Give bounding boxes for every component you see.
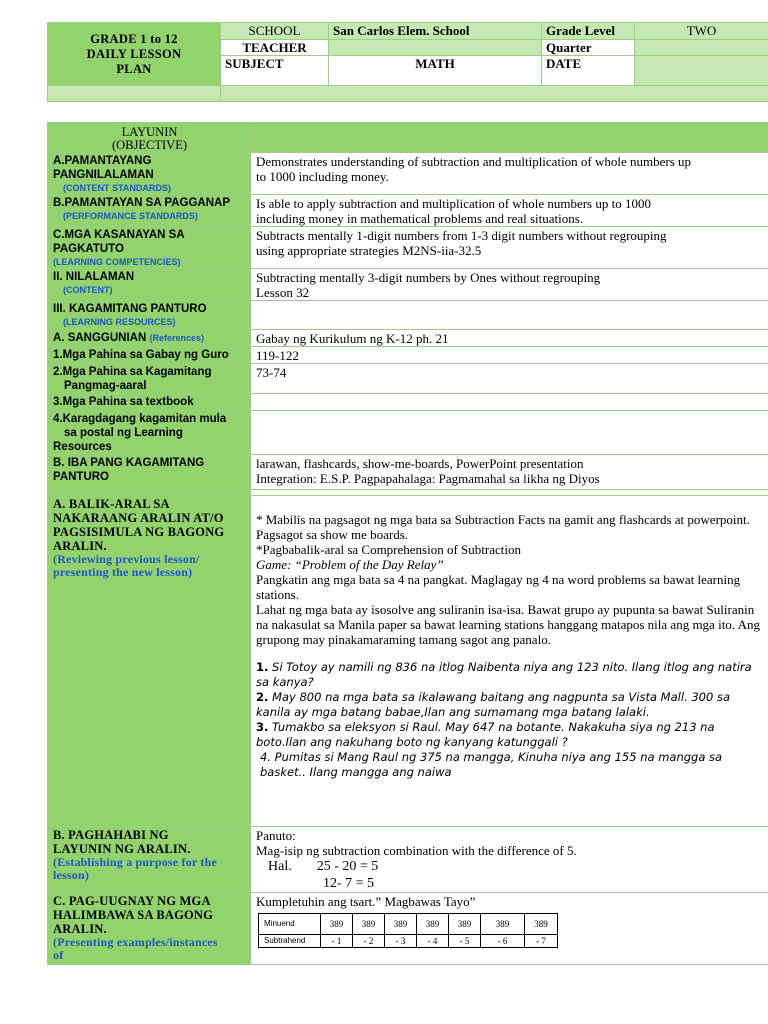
header-footer-cell: [221, 86, 768, 102]
chart-row-subtrahend: [259, 935, 558, 948]
additional-materials-value: [251, 411, 768, 455]
examples-value: Kumpletuhin ang tsart.” Magbawas Tayo” Minuend 389 389 389 389 389 389 389 Subtrahend - 1 - 2 - 3 - 4 - 5 - 6 - 7: [251, 893, 768, 965]
subtrahend-label: Subtrahend: [259, 935, 321, 948]
subject-value: MATH: [329, 56, 542, 86]
plan-title: GRADE 1 to 12 DAILY LESSON PLAN: [48, 23, 221, 86]
guide-pages-value: 119-122: [251, 347, 768, 364]
grade-level-label: Grade Level: [542, 23, 635, 40]
table-row: [48, 455, 768, 490]
objective-heading: LAYUNIN (OBJECTIVE): [48, 123, 251, 153]
references-label: A. SANGGUNIAN (References): [48, 330, 251, 347]
table-row: [48, 195, 768, 227]
performance-standards-value: Is able to apply subtraction and multiplication of whole numbers up to 1000 including money in mathematical problems and real situations.: [251, 195, 768, 227]
problem-item: 2. May 800 na mga bata sa ikalawang baitang ang nagpunta sa Vista Mall. 300 sa kanila ay mga batang babae,Ilan ang sumamang mga batang lalaki.: [256, 690, 730, 719]
problem-item: 4. Pumitas si Mang Raul ng 375 na mangga, Kinuha niya ang 155 na mangga sa basket.. Ilang mangga ang naiwa: [260, 750, 723, 779]
competencies-label: C.MGA KASANAYAN SA PAGKATUTO (LEARNING COMPETENCIES): [48, 227, 251, 269]
content-standards-value: Demonstrates understanding of subtraction and multiplication of whole numbers up to 1000 including money.: [251, 153, 768, 195]
problem-item: 1. Si Totoy ay namili ng 836 na itlog Naibenta niya ang 123 nito. Ilang itlog ang natira sa kanya?: [256, 660, 752, 689]
content-value: Subtracting mentally 3-digit numbers by Ones without regrouping Lesson 32: [251, 269, 768, 301]
content-label: II. NILALAMAN (CONTENT): [48, 269, 251, 301]
game-title: Game: “Problem of the Day Relay”: [256, 557, 444, 572]
references-value: Gabay ng Kurikulum ng K-12 ph. 21: [251, 330, 768, 347]
subtrahend-cell: - 6: [481, 935, 525, 948]
table-row: [48, 394, 768, 411]
date-label: DATE: [542, 56, 635, 86]
table-row: [48, 301, 768, 330]
competencies-value: Subtracts mentally 1-digit numbers from 1-3 digit numbers without regrouping using appropriate strategies M2NS-iia-32.5: [251, 227, 768, 269]
review-value: * Mabilis na pagsagot ng mga bata sa Subtraction Facts na gamit ang flashcards at powerpoint. Pagsagot sa show me boards. *Pagbabalik-aral sa Comprehension of Subtraction Game: “Problem of the Day Relay” Pangkatin ang mga bata sa 4 na pangkat. Maglagay ng 4 na word problems sa bawat learning stations. Lahat ng mga bata ay isosolve ang suliranin isa-isa. Bawat grupo ay pupunta sa bawat Suliranin na nakasulat sa Manila paper sa bawat learning stations hanggang matapos nila ang mga ito. Ang grupong may pinakamaraming tamang sagot ang panalo. 1. Si Totoy ay namili ng 836 na itlog Naibenta niya ang 123 nito. Ilang itlog ang natira sa kanya? 2. May 800 na mga bata sa ikalawang baitang ang nagpunta sa Vista Mall. 300 sa kanila ay mga batang babae,Ilan ang sumamang mga batang lalaki. 3. Tumakbo sa eleksyon si Raul. May 647 na botante. Nakakuha siya ng 213 na boto.Ilan ang nakuhang boto ng kanyang katunggali ? 4. Pumitas si Mang Raul ng 375 na mangga, Kinuha niya ang 155 na mangga sa basket.. Ilang mangga ang naiwa: [251, 496, 768, 827]
chart-row-minuend: [259, 914, 558, 935]
subject-label: SUBJECT: [221, 56, 329, 86]
table-row: [48, 227, 768, 269]
table-row: [48, 496, 768, 827]
quarter-value: [635, 40, 768, 56]
header-footer-cell: [48, 86, 221, 102]
textbook-pages-value: [251, 394, 768, 411]
subtrahend-cell: - 5: [449, 935, 481, 948]
quarter-label: Quarter: [542, 40, 635, 56]
learning-resources-label: III. KAGAMITANG PANTURO (LEARNING RESOURCES): [48, 301, 251, 330]
objective-header-row: [48, 123, 768, 153]
minuend-cell: 389: [321, 914, 353, 935]
subtrahend-cell: - 2: [353, 935, 385, 948]
learner-pages-label: 2.Mga Pahina sa Kagamitang Pangmag-aaral: [48, 364, 251, 394]
header-table: [47, 22, 768, 102]
subtrahend-cell: - 1: [321, 935, 353, 948]
subtrahend-cell: - 3: [385, 935, 417, 948]
table-row: [48, 347, 768, 364]
teacher-value: [329, 40, 542, 56]
other-materials-value: larawan, flashcards, show-me-boards, PowerPoint presentation Integration: E.S.P. Pagpapahalaga: Pagmamahal sa likha ng Diyos: [251, 455, 768, 490]
minuend-cell: 389: [449, 914, 481, 935]
minuend-cell: 389: [385, 914, 417, 935]
table-row: [48, 330, 768, 347]
additional-materials-label: 4.Karagdagang kagamitan mula sa postal ng Learning Resources: [48, 411, 251, 455]
minuend-cell: 389: [481, 914, 525, 935]
table-row: [48, 827, 768, 893]
lesson-plan-table: [47, 122, 768, 965]
table-row: [48, 411, 768, 455]
review-label: A. BALIK-ARAL SA NAKARAANG ARALIN AT/O PAGSISIMULA NG BAGONG ARALIN. (Reviewing previous lesson/ presenting the new lesson): [48, 496, 251, 827]
table-row: [48, 269, 768, 301]
other-materials-label: B. IBA PANG KAGAMITANG PANTURO: [48, 455, 251, 490]
minuend-cell: 389: [353, 914, 385, 935]
guide-pages-label: 1.Mga Pahina sa Gabay ng Guro: [48, 347, 251, 364]
problem-item: 3. Tumakbo sa eleksyon si Raul. May 647 na botante. Nakakuha siya ng 213 na boto.Ilan ang nakuhang boto ng kanyang katunggali ?: [256, 720, 715, 749]
table-row: [48, 153, 768, 195]
school-label: SCHOOL: [221, 23, 329, 40]
content-standards-label: A.PAMANTAYANG PANGNILALAMAN (CONTENT STANDARDS): [48, 153, 251, 195]
table-row: [48, 364, 768, 394]
textbook-pages-label: 3.Mga Pahina sa textbook: [48, 394, 251, 411]
teacher-label: TEACHER: [221, 40, 329, 56]
learner-pages-value: 73-74: [251, 364, 768, 394]
date-value: [635, 56, 768, 86]
example-equation: Hal. 25 - 20 = 5: [268, 859, 379, 874]
minuend-label: Minuend: [259, 914, 321, 935]
purpose-value: Panuto: Mag-isip ng subtraction combination with the difference of 5. Hal. 25 - 20 = 5 12- 7 = 5: [251, 827, 768, 893]
performance-standards-label: B.PAMANTAYAN SA PAGGANAP (PERFORMANCE STANDARDS): [48, 195, 251, 227]
example-equation: 12- 7 = 5: [323, 876, 375, 891]
minuend-cell: 389: [417, 914, 449, 935]
learning-resources-value: [251, 301, 768, 330]
minuend-cell: 389: [525, 914, 558, 935]
grade-level-value: TWO: [635, 23, 768, 40]
table-row: [48, 893, 768, 965]
subtrahend-cell: - 4: [417, 935, 449, 948]
school-value: San Carlos Elem. School: [329, 23, 542, 40]
purpose-label: B. PAGHAHABI NG LAYUNIN NG ARALIN. (Establishing a purpose for the lesson): [48, 827, 251, 893]
examples-label: C. PAG-UUGNAY NG MGA HALIMBAWA SA BAGONG ARALIN. (Presenting examples/instances of: [48, 893, 251, 965]
objective-heading-filler: [251, 123, 768, 153]
subtrahend-cell: - 7: [525, 935, 558, 948]
subtraction-chart: [258, 913, 558, 948]
